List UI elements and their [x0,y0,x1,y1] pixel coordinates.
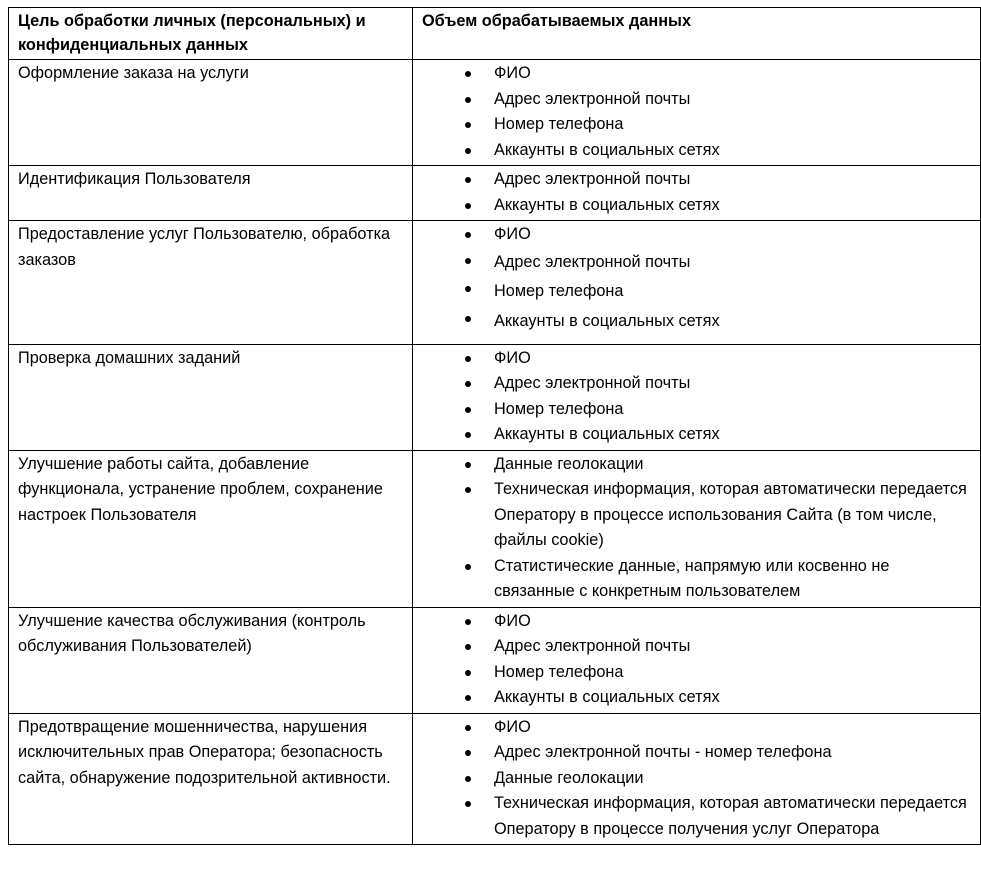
list-item: Адрес электронной почты [494,167,972,193]
data-list [422,222,972,342]
list-item: ФИО [494,61,972,87]
data-processing-table-document [8,7,981,845]
data-list [422,609,972,711]
data-list [422,715,972,843]
header-purpose: Цель обработки личных (персональных) и конфиденциальных данных [9,8,413,60]
list-item: Номер телефона [494,397,972,423]
list-item: ФИО [494,346,972,372]
data-volume-cell [413,450,981,607]
table-row [9,344,981,450]
data-volume-cell [413,60,981,166]
purpose-cell: Улучшение качества обслуживания (контроль обслуживания Пользователей) [9,607,413,713]
data-volume-cell [413,166,981,221]
table-row [9,713,981,845]
data-volume-cell [413,344,981,450]
data-processing-table [8,7,981,845]
list-item: Техническая информация, которая автоматически передается Оператору в процессе получения услуг Оператора [494,791,972,842]
table-row [9,60,981,166]
list-item: Аккаунты в социальных сетях [494,138,972,164]
list-item: Адрес электронной почты [494,634,972,660]
data-list [422,61,972,163]
list-item: Адрес электронной почты [494,87,972,113]
list-item: ФИО [494,715,972,741]
list-item: ФИО [494,222,972,248]
list-item: Аккаунты в социальных сетях [494,193,972,219]
list-item: Адрес электронной почты [494,371,972,397]
purpose-cell: Предотвращение мошенничества, нарушения исключительных прав Оператора; безопасность сайта, обнаружение подозрительной активности. [9,713,413,845]
list-item: Статистические данные, напрямую или косвенно не связанные с конкретным пользователем [494,554,972,605]
data-list [422,452,972,605]
table-row [9,221,981,345]
purpose-cell: Предоставление услуг Пользователю, обработка заказов [9,221,413,345]
list-item: Адрес электронной почты [494,248,972,276]
list-item: Номер телефона [494,660,972,686]
list-item: Техническая информация, которая автоматически передается Оператору в процессе использования Сайта (в том числе, файлы cookie) [494,477,972,554]
data-volume-cell [413,713,981,845]
list-item: Номер телефона [494,276,972,306]
table-header-row [9,8,981,60]
list-item: ФИО [494,609,972,635]
list-item: Аккаунты в социальных сетях [494,306,972,336]
purpose-cell: Оформление заказа на услуги [9,60,413,166]
data-list [422,167,972,218]
table-row [9,166,981,221]
header-volume: Объем обрабатываемых данных [413,8,981,60]
data-list [422,346,972,448]
list-item: Аккаунты в социальных сетях [494,422,972,448]
list-item: Данные геолокации [494,766,972,792]
list-item: Аккаунты в социальных сетях [494,685,972,711]
purpose-cell: Идентификация Пользователя [9,166,413,221]
table-row [9,607,981,713]
table-row [9,450,981,607]
data-volume-cell [413,607,981,713]
list-item: Адрес электронной почты - номер телефона [494,740,972,766]
data-volume-cell [413,221,981,345]
purpose-cell: Проверка домашних заданий [9,344,413,450]
purpose-cell: Улучшение работы сайта, добавление функционала, устранение проблем, сохранение настроек Пользователя [9,450,413,607]
list-item: Данные геолокации [494,452,972,478]
list-item: Номер телефона [494,112,972,138]
